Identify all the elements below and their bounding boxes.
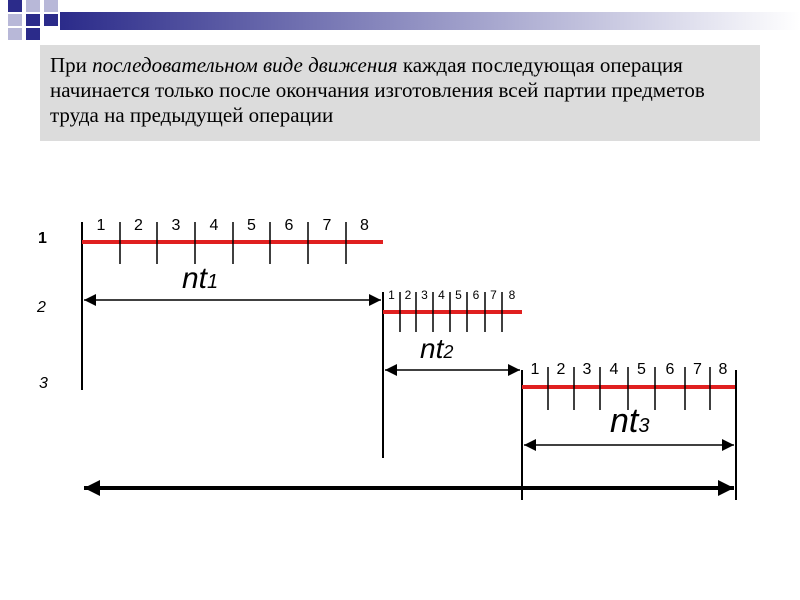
item-number: 4 <box>609 361 619 378</box>
duration-label <box>610 402 649 440</box>
item-number: 4 <box>209 217 219 234</box>
item-number: 6 <box>284 217 294 234</box>
definition-term: последовательном виде движения <box>92 53 398 77</box>
item-number: 5 <box>455 288 462 302</box>
duration-base: nt <box>610 402 639 440</box>
duration-base: nt <box>420 333 444 364</box>
item-number: 6 <box>665 361 675 378</box>
item-number: 3 <box>171 217 181 234</box>
item-number: 3 <box>421 288 428 302</box>
item-number: 8 <box>718 361 728 378</box>
item-number: 2 <box>556 361 566 378</box>
duration-subscript: 3 <box>638 415 650 437</box>
item-number: 8 <box>508 288 516 302</box>
item-number: 4 <box>438 288 445 302</box>
item-number: 2 <box>404 288 412 302</box>
item-number: 6 <box>472 288 480 302</box>
item-number: 7 <box>322 217 332 234</box>
item-number: 1 <box>530 361 540 378</box>
item-number: 1 <box>388 288 395 302</box>
duration-base: nt <box>182 262 208 295</box>
row-label-3: 3 <box>39 375 48 392</box>
item-number: 8 <box>360 217 369 234</box>
duration-subscript: 1 <box>207 271 219 293</box>
row-label-2: 2 <box>37 299 46 316</box>
item-number: 1 <box>96 217 106 234</box>
item-number: 2 <box>134 217 143 234</box>
duration-subscript: 2 <box>443 342 454 362</box>
item-number: 7 <box>693 361 702 378</box>
duration-label <box>182 262 218 295</box>
item-number: 3 <box>582 361 592 378</box>
item-number: 5 <box>247 217 256 234</box>
row-label-1: 1 <box>38 230 47 247</box>
definition-part-1: При <box>50 53 93 77</box>
item-number: 5 <box>637 361 646 378</box>
definition-part-3: каждая последующая операция начинается только после окончания изготовления всей партии предметов труда на предыдущей операции <box>50 53 705 127</box>
item-number: 7 <box>490 288 497 302</box>
duration-label <box>420 333 453 364</box>
